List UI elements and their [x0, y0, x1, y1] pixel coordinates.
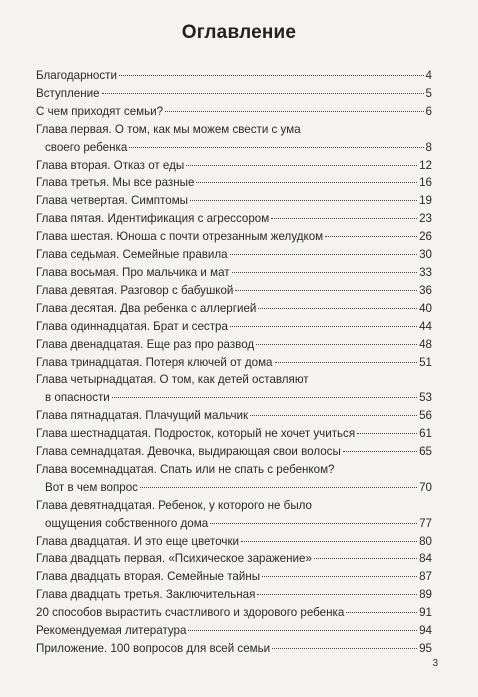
toc-entry-title: Глава десятая. Два ребенка с аллергией — [36, 301, 257, 315]
toc-entry-line — [36, 174, 432, 192]
table-of-contents — [36, 67, 432, 658]
toc-entry-title: Благодарности — [36, 69, 117, 82]
toc-entry-line — [36, 586, 432, 604]
toc-entry-line — [36, 479, 432, 497]
toc-entry-line — [36, 533, 432, 551]
toc-entry-page: 65 — [419, 445, 432, 459]
toc-entry — [36, 157, 432, 175]
toc-entry-line — [36, 210, 432, 228]
toc-entry-line — [36, 604, 432, 622]
toc-entry-line — [36, 640, 432, 658]
dot-leader — [250, 415, 417, 416]
dot-leader — [271, 218, 417, 219]
toc-entry — [36, 622, 432, 640]
toc-entry-page: 51 — [419, 355, 432, 369]
toc-entry-title: Глава третья. Мы все разные — [36, 176, 195, 190]
dot-leader — [325, 236, 417, 237]
toc-entry — [36, 210, 432, 228]
toc-entry-page: 70 — [419, 480, 432, 494]
toc-entry — [36, 354, 432, 372]
toc-entry-line — [36, 443, 432, 461]
dot-leader — [230, 326, 417, 327]
toc-entry — [36, 174, 432, 192]
toc-entry — [36, 246, 432, 264]
dot-leader — [314, 558, 417, 559]
dot-leader — [165, 111, 423, 112]
dot-leader — [257, 594, 417, 595]
toc-entry-line — [36, 228, 432, 246]
toc-entry-page: 6 — [425, 104, 432, 118]
toc-entry — [36, 371, 432, 407]
toc-entry-page: 40 — [419, 301, 432, 315]
toc-entry-page: 56 — [419, 409, 432, 423]
toc-entry-title: Рекомендуемая литература — [36, 624, 187, 638]
toc-entry-page: 84 — [419, 552, 432, 566]
dot-leader — [102, 93, 424, 94]
toc-entry-page: 94 — [419, 624, 432, 638]
toc-entry-page: 8 — [425, 140, 432, 154]
toc-entry-page: 61 — [419, 427, 432, 441]
toc-entry — [36, 121, 432, 157]
toc-entry-title: Глава семнадцатая. Девочка, выдирающая свои волосы — [36, 445, 341, 459]
dot-leader — [275, 362, 418, 363]
toc-entry-title: Вступление — [36, 86, 100, 100]
dot-leader — [241, 541, 417, 542]
toc-entry-line — [36, 282, 432, 300]
toc-entry-title: Приложение. 100 вопросов для всей семьи — [36, 642, 271, 655]
dot-leader — [186, 165, 417, 166]
toc-entry-line — [36, 336, 432, 354]
toc-entry — [36, 497, 432, 533]
toc-entry-page: 44 — [419, 319, 432, 333]
dot-leader — [258, 308, 417, 309]
toc-entry-title: Глава вторая. Отказ от еды — [36, 158, 185, 172]
toc-entry-line — [36, 407, 432, 425]
toc-entry-page: 19 — [419, 194, 432, 208]
toc-entry-line — [36, 246, 432, 264]
toc-entry — [36, 533, 432, 551]
toc-entry-title: С чем приходят семьи? — [36, 104, 164, 118]
toc-entry-line — [36, 389, 432, 407]
toc-entry-page: 23 — [419, 212, 432, 226]
toc-entry-title: Глава пятая. Идентификация с агрессором — [36, 212, 270, 226]
toc-entry — [36, 318, 432, 336]
toc-entry-title: ощущения собственного дома — [45, 516, 209, 530]
toc-entry-page: 48 — [419, 337, 432, 351]
toc-entry — [36, 192, 432, 210]
toc-entry — [36, 67, 432, 85]
dot-leader — [190, 200, 417, 201]
toc-entry — [36, 550, 432, 568]
toc-entry-title: Глава шестнадцатая. Подросток, который не хочет учиться — [36, 427, 356, 441]
toc-entry-line — [36, 318, 432, 336]
toc-entry-title: Глава двенадцатая. Еще раз про развод — [36, 337, 255, 351]
toc-entry-title: 20 способов вырастить счастливого и здорового ребенка — [36, 606, 345, 620]
dot-leader — [262, 576, 417, 577]
dot-leader — [357, 433, 417, 434]
dot-leader — [129, 147, 423, 148]
dot-leader — [346, 612, 417, 613]
toc-entry — [36, 264, 432, 282]
page-title: Оглавление — [181, 22, 297, 43]
toc-entry-title-first-line: Глава девятнадцатая. Ребенок, у которого не было — [36, 498, 312, 512]
toc-entry-page: 4 — [425, 69, 432, 82]
dot-leader — [272, 648, 417, 649]
toc-entry-line — [36, 192, 432, 210]
toc-entry-title: Глава двадцать первая. «Психическое заражение» — [36, 552, 312, 566]
toc-entry-title: своего ребенка — [45, 140, 128, 154]
toc-entry-title: Глава шестая. Юноша с почти отрезанным желудком — [36, 230, 324, 244]
page-number: 3 — [432, 658, 438, 669]
toc-entry-page: 33 — [419, 265, 432, 279]
toc-entry — [36, 300, 432, 318]
dot-leader — [112, 397, 417, 398]
toc-entry-title: Глава двадцать вторая. Семейные тайны — [36, 570, 261, 584]
dot-leader — [119, 75, 424, 76]
toc-entry-line — [36, 157, 432, 175]
toc-entry-line — [36, 67, 432, 85]
toc-entry — [36, 461, 432, 497]
toc-entry-title: Глава двадцать третья. Заключительная — [36, 588, 256, 602]
toc-entry-line — [36, 515, 432, 533]
toc-entry-title: Глава тринадцатая. Потеря ключей от дома — [36, 355, 273, 369]
toc-entry — [36, 103, 432, 121]
toc-entry-title-first-line: Глава восемнадцатая. Спать или не спать с ребенком? — [36, 462, 335, 476]
toc-entry-title-first-line: Глава первая. О том, как мы можем свести с ума — [36, 122, 301, 136]
toc-entry-page: 77 — [419, 516, 432, 530]
toc-entry — [36, 568, 432, 586]
toc-entry — [36, 85, 432, 103]
toc-entry-line — [36, 103, 432, 121]
toc-entry — [36, 425, 432, 443]
toc-entry-line — [36, 139, 432, 157]
toc-entry-line — [36, 622, 432, 640]
dot-leader — [188, 630, 417, 631]
toc-entry-title: Глава седьмая. Семейные правила — [36, 248, 228, 262]
toc-entry-title: в опасности — [45, 391, 110, 405]
toc-entry-line — [36, 85, 432, 103]
dot-leader — [140, 487, 417, 488]
toc-entry-page: 91 — [419, 606, 432, 620]
dot-leader — [232, 272, 418, 273]
toc-entry-page: 53 — [419, 391, 432, 405]
dot-leader — [210, 523, 417, 524]
toc-entry-title: Глава одиннадцатая. Брат и сестра — [36, 319, 228, 333]
toc-entry-page: 30 — [419, 248, 432, 262]
toc-entry-line — [36, 550, 432, 568]
toc-entry — [36, 228, 432, 246]
toc-entry-title: Глава девятая. Разговор с бабушкой — [36, 283, 234, 297]
toc-entry-title: Глава пятнадцатая. Плачущий мальчик — [36, 409, 249, 423]
toc-entry — [36, 407, 432, 425]
toc-entry-page: 95 — [419, 642, 432, 655]
toc-entry — [36, 604, 432, 622]
dot-leader — [230, 254, 417, 255]
dot-leader — [196, 182, 417, 183]
toc-entry-page: 5 — [425, 86, 432, 100]
toc-entry-page: 89 — [419, 588, 432, 602]
toc-entry-page: 12 — [419, 158, 432, 172]
toc-entry-line — [36, 425, 432, 443]
toc-entry-page: 26 — [419, 230, 432, 244]
toc-entry-title: Вот в чем вопрос — [45, 480, 138, 494]
toc-entry-line — [36, 300, 432, 318]
toc-entry-page: 87 — [419, 570, 432, 584]
toc-entry-title: Глава двадцатая. И это еще цветочки — [36, 534, 240, 548]
toc-entry-line — [36, 568, 432, 586]
toc-entry — [36, 282, 432, 300]
toc-entry-page: 80 — [419, 534, 432, 548]
dot-leader — [343, 451, 417, 452]
toc-entry-title: Глава четвертая. Симптомы — [36, 194, 188, 208]
toc-entry-line — [36, 354, 432, 372]
toc-entry — [36, 640, 432, 658]
toc-entry — [36, 586, 432, 604]
toc-entry-title-first-line: Глава четырнадцатая. О том, как детей оставляют — [36, 373, 309, 387]
toc-entry — [36, 443, 432, 461]
toc-entry-page: 36 — [419, 283, 432, 297]
toc-entry-title: Глава восьмая. Про мальчика и мат — [36, 265, 230, 279]
toc-entry-line — [36, 264, 432, 282]
dot-leader — [235, 290, 417, 291]
toc-entry — [36, 336, 432, 354]
toc-entry-page: 16 — [419, 176, 432, 190]
dot-leader — [256, 344, 417, 345]
